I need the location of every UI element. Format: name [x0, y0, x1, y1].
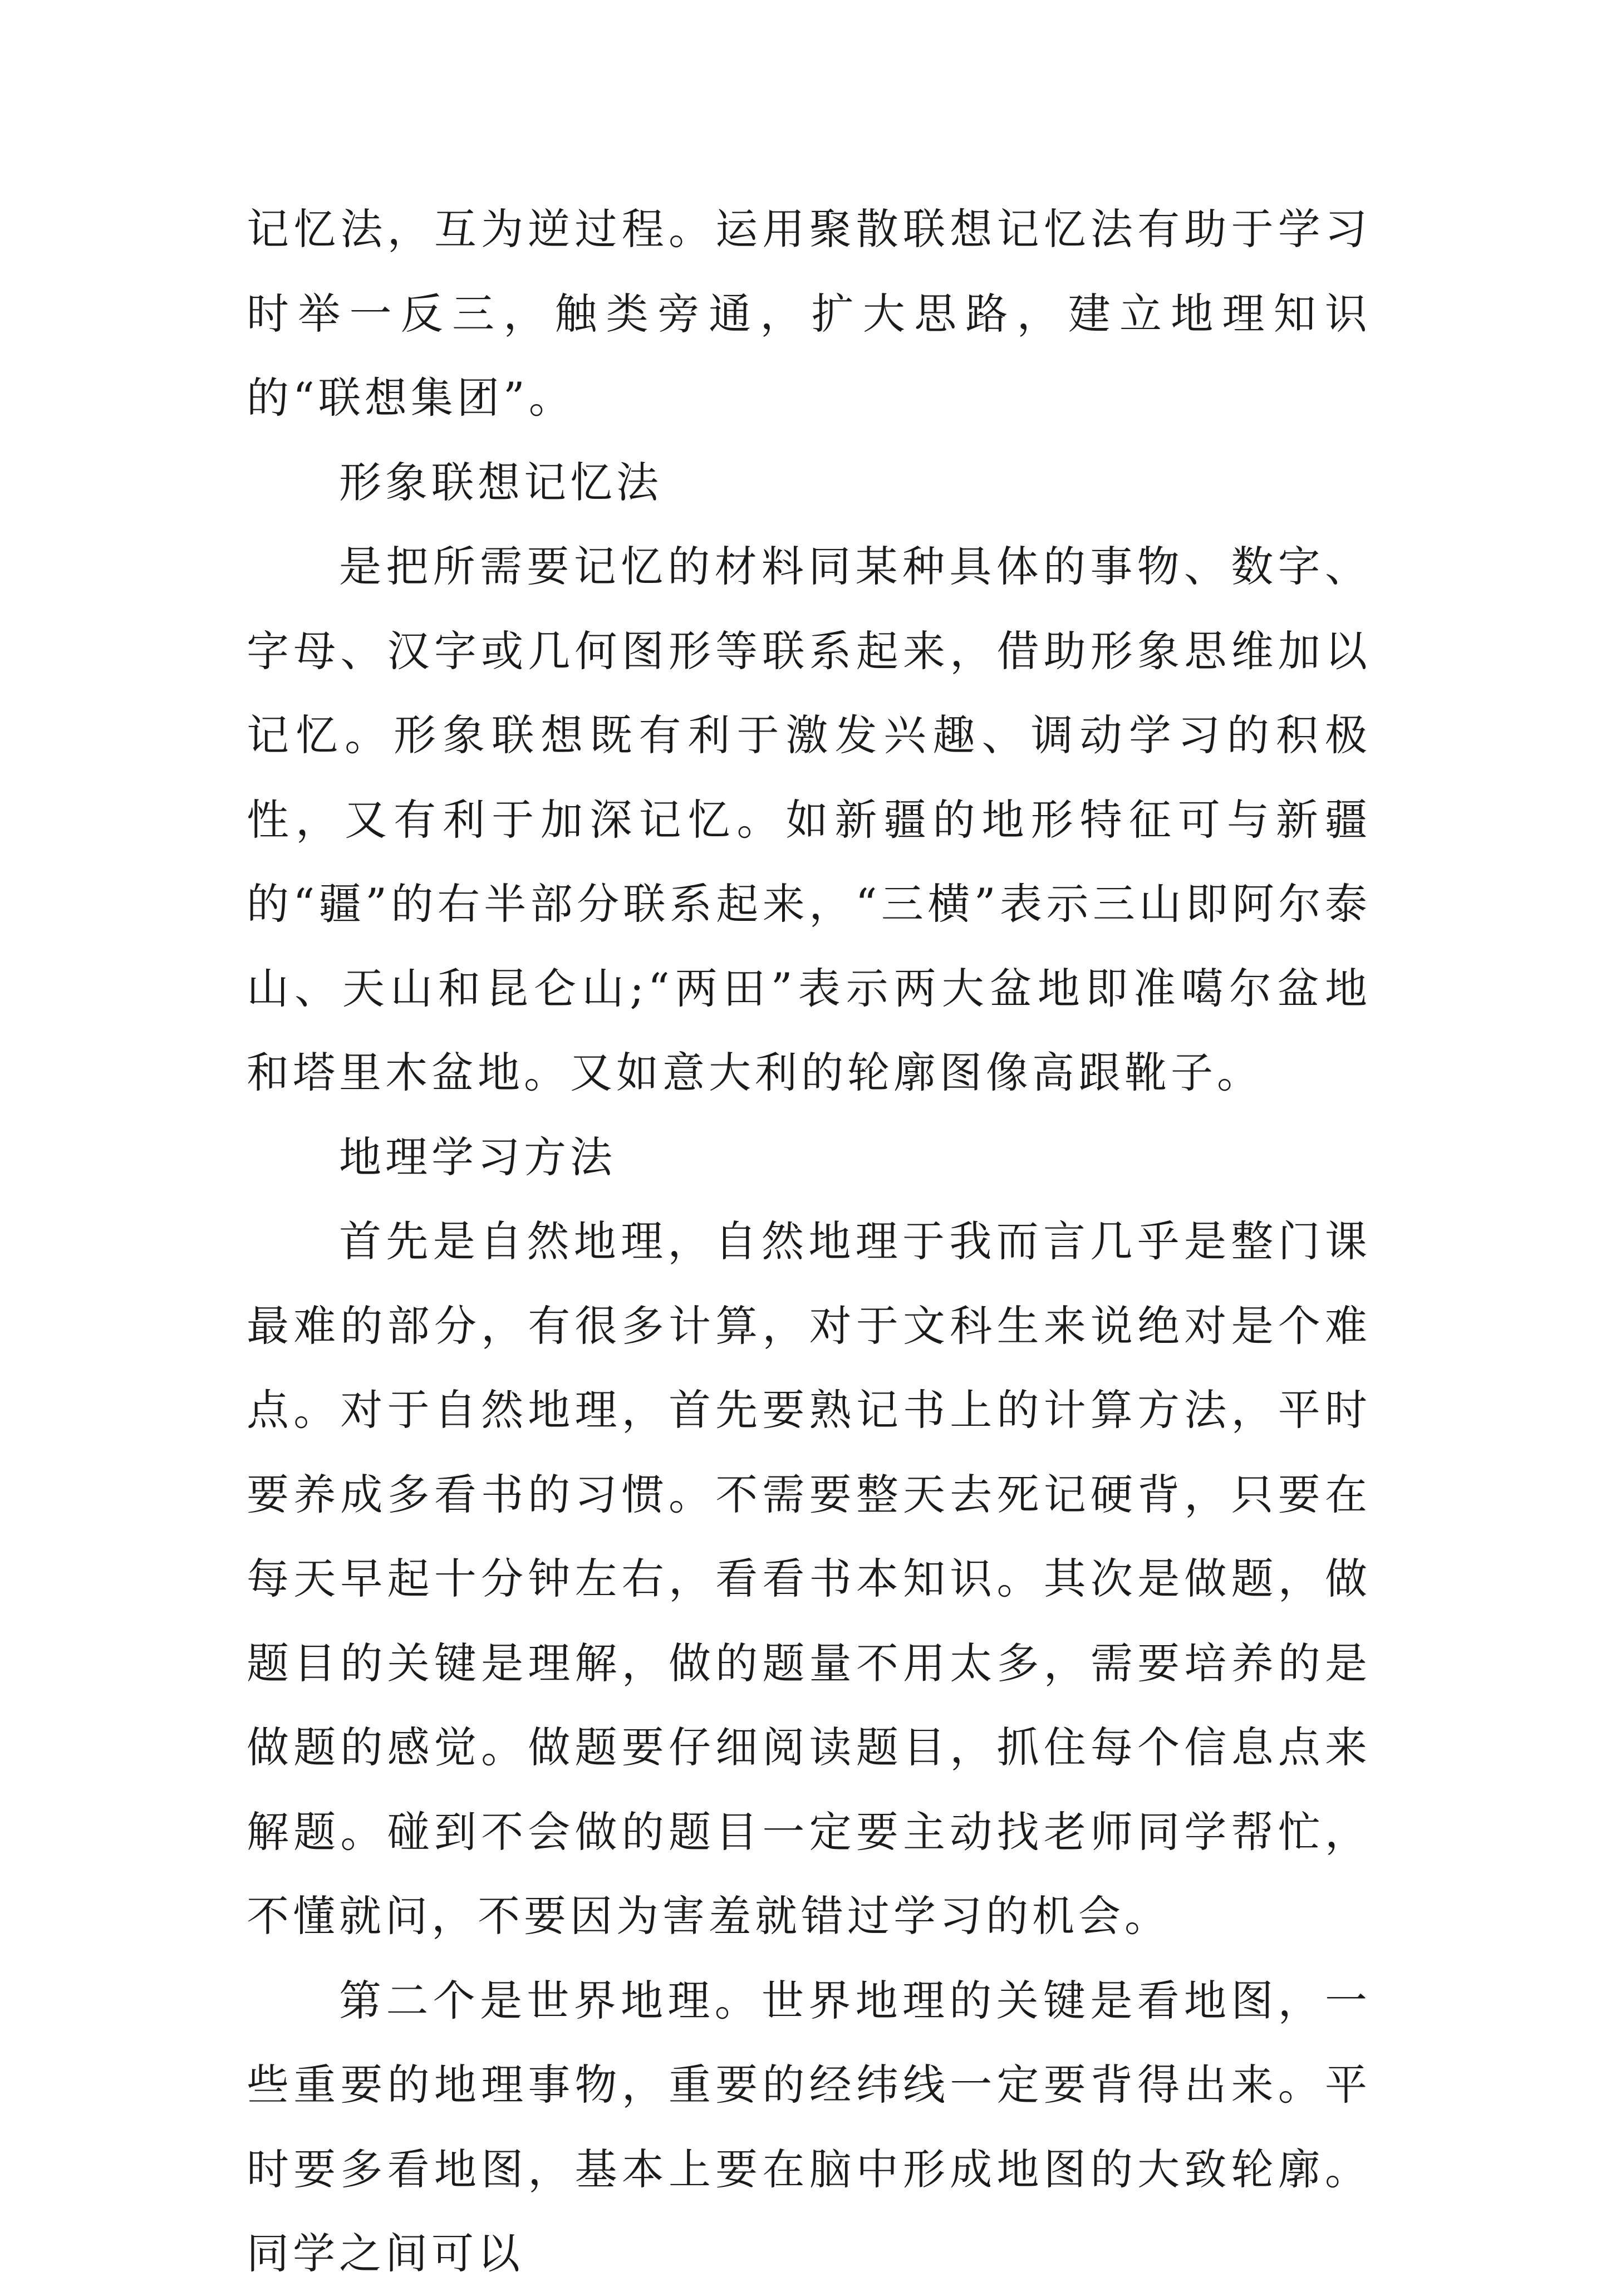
paragraph-continuation: 记忆法，互为逆过程。运用聚散联想记忆法有助于学习时举一反三，触类旁通，扩大思路，建立地理知识的“联想集团”。 — [247, 204, 1371, 423]
paragraph-world-geography: 第二个是世界地理。世界地理的关键是看地图，一些重要的地理事物，重要的经纬线一定要背得出来。平时要多看地图，基本上要在脑中形成地图的大致轮廓。同学之间可以 — [247, 1975, 1371, 2278]
section-heading-study-methods: 地理学习方法 — [339, 1132, 616, 1182]
paragraph-physical-geography: 首先是自然地理，自然地理于我而言几乎是整门课最难的部分，有很多计算，对于文科生来说绝对是个难点。对于自然地理，首先要熟记书上的计算方法，平时要养成多看书的习惯。不需要整天去死记硬背，只要在每天早起十分钟左右，看看书本知识。其次是做题，做题目的关键是理解，做的题量不用太多，需要培养的是做题的感觉。做题要仔细阅读题目，抓住每个信息点来解题。碰到不会做的题目一定要主动找老师同学帮忙，不懂就问，不要因为害羞就错过学习的机会。 — [247, 1216, 1371, 1941]
paragraph-imagery-memory: 是把所需要记忆的材料同某种具体的事物、数字、字母、汉字或几何图形等联系起来，借助形象思维加以记忆。形象联想既有利于激发兴趣、调动学习的积极性，又有利于加深记忆。如新疆的地形特征可与新疆的“疆”的右半部分联系起来，“三横”表示三山即阿尔泰山、天山和昆仑山;“两田”表示两大盆地即准噶尔盆地和塔里木盆地。又如意大利的轮廓图像高跟靴子。 — [247, 542, 1371, 1097]
document-body — [247, 187, 1371, 2296]
section-heading-imagery-memory: 形象联想记忆法 — [339, 457, 662, 507]
